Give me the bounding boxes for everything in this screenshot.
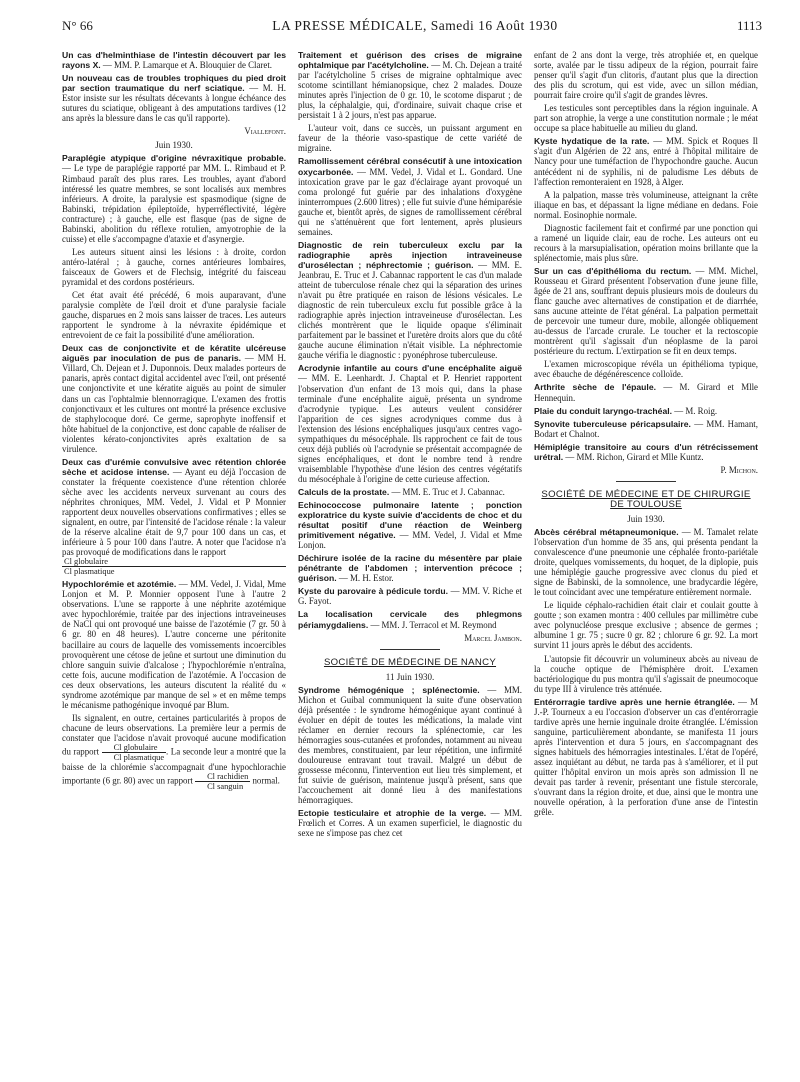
article-body: — M. Roig. (672, 405, 718, 416)
formula-denominator: Cl plasmatique (113, 753, 165, 762)
paragraph-text: . La seconde leur a montré que la baisse de la chlorémie s'accompagnait d'une hypochlorachie importante (6 gr. 80) avec un rapport (62, 746, 286, 786)
issue-number: N° 66 (62, 18, 93, 33)
article (62, 73, 286, 123)
article-title: Ramollissement cérébral consécutif à une intoxication oxycarbonée. (298, 156, 522, 177)
article (298, 363, 522, 484)
journal-title: LA PRESSE MÉDICALE, Samedi 16 Août 1930 (272, 18, 558, 33)
article-title: Traitement et guérison des crises de migraine ophtalmique par l'acétylcholine. (298, 50, 522, 71)
article (534, 136, 758, 186)
article-body: — MM. Vedel, J. Vidal et Mme Lonjon. (298, 530, 522, 551)
article-body: — MM. J. Terracol et M. Reymond (368, 619, 497, 630)
article (62, 153, 286, 243)
article-body: — MM. Richon, Girard et Mlle Kuntz. (563, 451, 704, 462)
formula-denominator: Cl sanguin (207, 782, 244, 792)
paragraph (62, 713, 286, 791)
article-body: — M. Tamalet relate l'observation d'un homme de 35 ans, qui présenta pendant la convalescence d'une pneumonie une céphalée fronto-pariétale droite, quelques vomissements, du hoquet, de la diplopie, puis une hémiplégie gauche progressive avec clonus du pied et signe de Babinski, de la somnolence, une bradycardie légère, le tout coïncidant avec une température entièrement normale. (534, 526, 758, 598)
signature: Viallefont. (244, 126, 286, 137)
article-body: — M J.-P. Tourneux a eu l'occasion d'observer un cas d'entérorragie tardive après une hernie inguinale droite étranglée. L'émission sanguine, particulièrement abondante, se manifesta 11 jours après l'intervention et dura 5 jours, en s'accompagnant des signes habituels des hémorragies intestinales. L'état de l'opéré, assez inquiétant au début, ne tarda pas à s'améliorer, et il put quitter l'hôpital environ un mois après son admission Il ne devait pas tarder à revenir, présentant une fistule stercorale, s'ouvrant dans la région droite, et due, ainsi que le montra une nouvelle opération, à la perforation d'une anse de l'intestin grêle. (534, 696, 758, 818)
article-title: Paraplégie atypique d'origine névraxitique probable. (62, 153, 286, 164)
article-title: Hypochlorémie et azotémie. (62, 579, 177, 590)
article-title: Kyste hydatique de la rate. (534, 136, 650, 147)
society-heading-line2: DE TOULOUSE (610, 498, 682, 510)
article (62, 50, 286, 70)
article (298, 500, 522, 550)
article-title: Deux cas d'urémie convulsive avec rétention chlorée sèche et acidose intense. (62, 456, 286, 477)
article (534, 419, 758, 439)
article (298, 586, 522, 606)
article (534, 382, 758, 402)
session-date: Juin 1930. (155, 140, 193, 151)
article-title: Deux cas de conjonctivite et de kératite ulcéreuse aiguës par inoculation de pus de panaris. (62, 343, 286, 364)
article-title: La localisation cervicale des phlegmons périamygdaliens. (298, 609, 522, 630)
article (298, 487, 522, 497)
paragraph: L'auteur voit, dans ce succès, un puissant argument en faveur de la théorie vaso-spastique de cette variété de migraine. (298, 123, 522, 154)
ratio-formula (195, 772, 250, 791)
article-body: — MM. P. Lamarque et A. Blouquier de Claret. (100, 60, 273, 71)
society-heading: SOCIÉTÉ DE MÉDECINE DE NANCY (323, 656, 497, 668)
article-body: — MM. E. Jeanbrau, E. Truc et J. Cabannac rapportent le cas d'un malade atteint de tuberculose rénale chez qui la séparation des urines n'avait pu être pratiquée en raison de lésions vésicales. Le diagnostic de rein tuberculeux exclu fut possible grâce à la radiographie après injection intraveineuse d'urosélectan. Les clichés montrèrent que le liquide opaque s'éliminait parfaitement par le bassinet et l'uretère droits alors que du côté gauche aucune élimination n'était visible. La néphrectomie gauche vérifia le diagnostic : pyonéphrose tuberculeuse. (298, 259, 522, 361)
article (298, 553, 522, 583)
article (298, 685, 522, 806)
article-body: — MM. Vedel, J. Vidal, Mme Lonjon et M. P. Monnier opposent l'une à l'autre 2 observations. L'une se rapporte à une néphrite azotémique avec hypochlorémie, traitée par des injections intraveineuses de NaCl qui ont provoqué une baisse de l'azotémie (7 gr. 50 à 6 gr. 80 en 48 heures). L'autre concerne une péritonite bacillaire au cours de laquelle des vomissements incoercibles provoquèrent une cétose de jeûne et surtout une diminution du chlore sanguin suivie d'alcalose ; l'hypochlorémie n'entraîna, cette fois, aucune modification de l'azotémie. A l'occasion de ces deux observations, les auteurs discutent la réalité du « syndrome azotémique par manque de sel » et en même temps le mécanisme pathogénique invoqué par Blum. (62, 579, 286, 710)
paragraph: L'autopsie fit découvrir un volumineux abcès au niveau de la couche optique de l'hémisphère droit. L'examen bactériologique du pus montra qu'il s'agissait de pneumocoque du type III à virulence très atténuée. (534, 653, 758, 694)
paragraph-text: Ils signalent, en outre, certaines particularités à propos de chacune de leurs observations. La première leur a permis de constater que l'acidose n'avait provoqué aucune modification du rapport (62, 712, 286, 757)
ratio-formula (62, 557, 286, 576)
article-body: — Le type de paraplégie rapporté par MM. L. Rimbaud et P. Rimbaud paraît des plus rares. Les troubles, ayant d'abord intéressé les quatre membres, se sont localisés aux membres inférieurs. A droite, la paralysie est spasmodique (signe de Babinski, trépidation épileptoïde, hyperréflectivité, légère contracture) ; à gauche, elle est flasque (pas de signe de Babinski, abolition du réflexe rotulien, amyotrophie de la cuisse) et elle s'accompagne d'ataxie et d'asynergie. (62, 163, 286, 244)
article-title: Ectopie testiculaire et atrophie de la verge. (298, 808, 487, 819)
page-header (62, 18, 762, 38)
article-title: Plaie du conduit laryngo-trachéal. (534, 405, 673, 416)
article-title: Abcès cérébral métapneumonique. (534, 526, 679, 537)
section-divider (616, 481, 676, 482)
column-2 (298, 50, 522, 841)
signature: P. Michon. (720, 464, 758, 475)
article (62, 343, 286, 454)
article (62, 457, 286, 576)
formula-numerator: Cl globulaire (62, 557, 286, 567)
article-body: — MM. Michel, Rousseau et Girard présentent l'observation d'une jeune fille, âgée de 21 ans, souffrant depuis plusieurs mois de douleurs du flanc gauche avec alternatives de constipation et de diarrhée, sans aucune atteinte de l'état général. La palpation permettait de percevoir une tumeur dure, mobile, allongée obliquement au-dessus de l'arcade crurale. Le toucher et la rectoscopie montrèrent qu'il s'agissait d'un néoplasme de la paroi postérieure du rectum. L'extirpation se fit en deux temps. (534, 265, 758, 357)
article (534, 527, 758, 597)
paragraph: A la palpation, masse très volumineuse, atteignant la crête iliaque en bas, et dépassant la ligne médiane en dedans. Foie normal. Eosinophie normale. (534, 189, 758, 220)
article (298, 609, 522, 629)
article-body: — MM. E. Truc et J. Cabannac. (389, 486, 505, 497)
session-date: Juin 1930. (627, 513, 665, 524)
ratio-formula (102, 743, 166, 762)
paragraph-text: normal. (252, 775, 280, 786)
article-title: Un nouveau cas de troubles trophiques du pied droit par section traumatique du nerf sciatique. (62, 73, 286, 94)
article-body: — MM. Vedel, J. Vidal et L. Gondard. Une intoxication grave par le gaz d'éclairage ayant provoqué un coma prolongé fut guérie par des inhalations d'oxygène ininterrompues (2.600 litres) ; elle fut suivie d'une hémiparésie gauche et, bientôt après, de signes de ramollissement cérébral qui ne s'atténuèrent que fort lentement, après plusieurs semaines. (298, 166, 522, 237)
article-body: — MM. Hamant, Bodart et Chalnot. (534, 418, 758, 439)
paragraph: Cet état avait été précédé, 6 mois auparavant, d'une paralysie complète de l'œil droit et d'une paralysie faciale gauche, disparues en 2 mois sans laisser de traces. Les auteurs rapportent le syndrome à la névraxite épidémique et entrevoient de ce fait la possibilité d'une amélioration. (62, 290, 286, 341)
article-title: Syndrome hémogénique ; splénectomie. (298, 684, 480, 695)
paragraph: Les auteurs situent ainsi les lésions : à droite, cordon antéro-latéral ; à gauche, cornes antérieures lombaires, faisceaux de Gowers et de Flechsig, intégrité du faisceau pyramidal et des cordons postérieurs. (62, 246, 286, 287)
article-title: Echinococcose pulmonaire latente ; ponction exploratrice du kyste suivie d'accidents de choc et du résultat positif d'une réaction de Weinberg primitivement négative. (298, 500, 522, 541)
article (298, 808, 522, 838)
column-1 (62, 50, 286, 794)
column-3 (534, 50, 758, 820)
article-title: Diagnostic de rein tuberculeux exclu par la radiographie après injection intraveineuse d'urosélectan ; néphrectomie ; guérison. (298, 239, 522, 270)
article-title: Hémiplégie transitoire au cours d'un rétrécissement urétral. (534, 441, 758, 462)
article-body: — MM. Frœlich et Corres. A un examen superficiel, le diagnostic du sexe ne s'impose pas chez cet (298, 808, 522, 839)
article-title: Entérorragie tardive après une hernie étranglée. (534, 696, 735, 707)
article-title: Synovite tuberculeuse péricapsulaire. (534, 418, 691, 429)
article (534, 406, 758, 416)
article-title: Sur un cas d'épithélioma du rectum. (534, 265, 692, 276)
session-date: 11 Juin 1930. (385, 671, 435, 682)
article (298, 50, 522, 120)
society-heading: SOCIÉTÉ DE MÉDECINE ET DE CHIRURGIE (541, 488, 751, 500)
article-body: — M. H. Estor. (336, 573, 394, 584)
article-title: Un cas d'helminthiase de l'intestin découvert par les rayons X. (62, 50, 286, 71)
formula-numerator: Cl globulaire (102, 743, 166, 753)
formula-denominator: Cl plasmatique (64, 567, 115, 577)
article-body: — MM. Michon et Guibal communiquent la suite d'une observation déjà présentée : le syndrome hémogénique ayant continué à évoluer en dépit de toutes les médications, la malade vint réclamer en dernier recours la splénectomie, car les hémorragies sous-cutanées et profondes, notamment au niveau des membres, constituaient, par leur répétition, une infirmité douloureuse entravant tout travail. Malgré un début de grossesse méconnu, l'intervention eut lieu très simplement, et fut suivie de guérison, maintenue jusqu'à présent, sans que l'accouchement ait donné lieu à des manifestations hémorragiques. (298, 684, 522, 806)
page-number: 1113 (736, 18, 762, 33)
article-title: Arthrite sèche de l'épaule. (534, 382, 656, 393)
paragraph: Le liquide céphalo-rachidien était clair et coulait goutte à goutte ; son examen montra : 400 cellules par millimètre cube avec polynucléose presque exclusive ; absence de germes ; albumine 1 gr. 75 ; sucre 0 gr. 82 ; chlorure 6 gr. 92. La mort survint 11 jours après le début des accidents. (534, 600, 758, 651)
paragraph: enfant de 2 ans dont la verge, très atrophiée et, en quelque sorte, avalée par le tissu adipeux de la région, pourrait faire penser qu'il s'agit d'un clitoris, d'autant plus que la direction des plis du scrotum, qui est vide, avec un sillon médian, pourrait faire croire qu'il s'agit de grandes lèvres. (534, 50, 758, 101)
formula-numerator: Cl rachidien (195, 772, 250, 782)
article-title: Calculs de la prostate. (298, 486, 390, 497)
article-body: — MM. V. Riche et G. Fayot. (298, 586, 522, 607)
article-body: — MM. Spick et Roques Il s'agit d'un Algérien de 22 ans, entré à l'hôpital militaire de Nancy pour une tuméfaction de l'hypochondre gauche. Aucun antécédent ni de syphilis, ni de paludisme Les débuts de l'affection remonteraient en 1928, à Alger. (534, 136, 758, 187)
article-title: Kyste du parovaire à pédicule tordu. (298, 586, 449, 597)
paragraph: L'examen microscopique révéla un épithélioma typique, avec ébauche de dégénérescence colloïde. (534, 359, 758, 380)
article-title: Acrodynie infantile au cours d'une encéphalite aiguë (298, 363, 522, 374)
article-body: — MM H. Villard, Ch. Dejean et J. Duponnois. Deux malades porteurs de panaris, après contact digital accidentel avec l'œil, ont présenté une conjonctivite et une kératite aiguës au point de simuler dans un cas l'ophtalmie blennorragique. L'examen des frottis conjonctivaux et les cultures ont montré la présence exclusive de staphylocoque doré. Ce germe, saprophyte inoffensif et hôte habituel de la conjonctive, est donc capable de réaliser de violentes kérato-conjonctivites après exaltation de sa virulence. (62, 353, 286, 454)
paragraph: Diagnostic facilement fait et confirmé par une ponction qui a ramené un liquide clair, eau de roche. Les auteurs ont eu recours à la marsupialisation, opération moins brillante que la splénectomie, mais plus sûre. (534, 222, 758, 263)
article-body: — M. Ch. Dejean a traité par l'acétylcholine 5 crises de migraine ophtalmique avec scotome scintillant hémianopsique, chez 2 malades. Douze minutes après l'injection de 0 gr. 10, le scotome disparut ; de plus, la céphalalgie, qui, d'ordinaire, suivait chaque crise et persistait 1 à 2 jours, n'est pas apparue. (298, 60, 522, 121)
paragraph: Les testicules sont perceptibles dans la région inguinale. A part son atrophie, la verge a une constitution normale ; le méat occupe sa place habituelle au milieu du gland. (534, 103, 758, 134)
article (298, 240, 522, 361)
article-body: — M. H. Estor insiste sur les résultats décevants à longue échéance des sutures du sciatique, obligeant à des amputations tardives (12 ans après la blessure dans le cas qu'il rapporte). (62, 83, 286, 124)
article-body: — M. Girard et Mlle Hennequin. (534, 382, 758, 403)
article (534, 442, 758, 462)
signature: Marcel Jambon. (464, 632, 522, 643)
section-divider (380, 649, 440, 650)
article (298, 156, 522, 236)
article-body: — Ayant eu déjà l'occasion de constater la fréquente coexistence d'une rétention chlorée sèche avec les accidents nerveux survenant au cours des néphrites chroniques, MM. Vedel, J. Vidal et P Monnier rapportent deux nouvelles observations confirmatives ; elles se signalent, en outre, par l'intensité de l'acidose rénale : la valeur de la réserve alcaline était de 9,7 pour 100 dans un cas, et inférieure à 5 pour 100 dans l'autre. A noter que l'acidose n'a pas provoqué de modifications dans le rapport (62, 466, 286, 558)
article-title: Déchirure isolée de la racine du mésentère par plaie pénétrante de l'abdomen ; intervention précoce ; guérison. (298, 553, 522, 584)
article (62, 579, 286, 710)
article-body: — MM. E. Leenhardt. J. Chaptal et P. Henriet rapportent l'observation d'un enfant de 13 mois qui, dans la phase terminale d'une encéphalite aiguë, présenta un syndrome d'acrodynie typique. Les auteurs veulent considérer l'apparition de ces signes acrodyniques comme dus à l'extension des lésions encéphaliques jusqu'aux centres vago-sympathiques du mésocéphale. Ils rapprochent ce fait de tous ceux déjà publiés où l'acrodynie se présentait accompagnée de signes encéphaliques, et dont le nombre tend à rendre vraisemblable l'hypothèse d'une lésion des centres végétatifs du mésocéphale à l'origine de cette curieuse affection. (298, 373, 522, 484)
article (534, 266, 758, 356)
article (534, 697, 758, 818)
